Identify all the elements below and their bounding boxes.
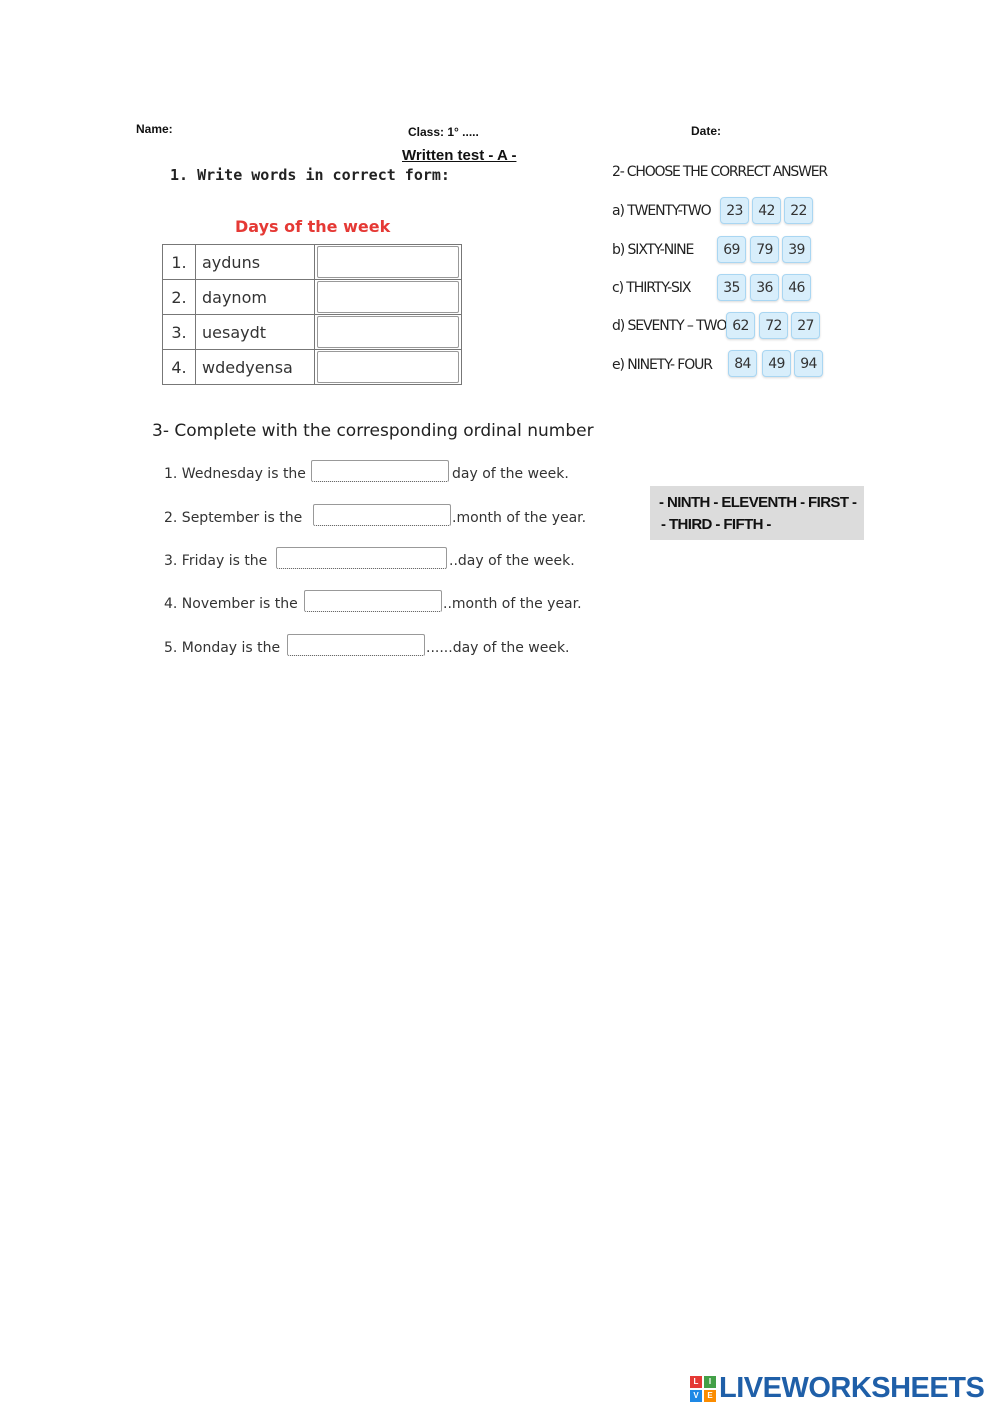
name-label: Name: [136,122,173,136]
sentence-start: 3. Friday is the [164,553,268,569]
row-number: 4. [163,350,196,385]
sentence-start: 1. Wednesday is the [164,466,306,482]
liveworksheets-logo-icon [690,1376,716,1402]
answer-option[interactable]: 46 [782,274,811,301]
answer-option[interactable]: 49 [762,350,791,377]
logo-tile: I [704,1376,716,1388]
sentence-start: 5. Monday is the [164,640,281,656]
ordinal-input[interactable] [276,547,447,569]
word-bank [650,486,864,540]
answer-option[interactable]: 35 [717,274,746,301]
table-row [163,245,462,280]
section3-heading: 3- Complete with the corresponding ordinal number [152,421,594,441]
row-number: 2. [163,280,196,315]
sentence-end: ......day of the week. [426,640,570,656]
table-row [163,350,462,385]
sentence-end: ..month of the year. [443,596,582,612]
answer-option[interactable]: 72 [759,312,788,339]
answer-input[interactable] [317,281,459,313]
row-number: 3. [163,315,196,350]
question-label: d) SEVENTY – TWO [612,318,727,334]
section1-heading: 1. Write words in correct form: [170,166,450,184]
question-label: b) SIXTY-NINE [612,242,694,258]
table-row [163,315,462,350]
answer-option[interactable]: 27 [791,312,820,339]
sentence-start: 2. September is the [164,510,303,526]
answer-option[interactable]: 23 [720,197,749,224]
table-row [163,280,462,315]
sentence-end: .month of the year. [452,510,587,526]
answer-option[interactable]: 94 [794,350,823,377]
sentence [164,640,604,662]
answer-option[interactable]: 84 [728,350,757,377]
row-number: 1. [163,245,196,280]
days-of-week-subtitle: Days of the week [235,217,391,236]
scrambled-word: daynom [196,280,315,315]
logo-tile: E [704,1390,716,1402]
answer-input[interactable] [317,246,459,278]
question-row [612,235,693,265]
scrambled-word: uesaydt [196,315,315,350]
date-label: Date: [691,124,722,138]
question-row [612,196,711,226]
answer-option[interactable]: 42 [752,197,781,224]
ordinal-input[interactable] [304,590,442,612]
class-label: Class: 1° ..... [408,125,479,139]
question-row [612,311,726,341]
word-bank-line: - THIRD - FIFTH - [661,516,771,533]
sentence [164,510,604,532]
answer-input[interactable] [317,316,459,348]
brand-name: LIVEWORKSHEETS [719,1372,985,1404]
answer-option[interactable]: 36 [750,274,779,301]
page-title: Written test - A - [402,147,517,164]
answer-option[interactable]: 39 [782,236,811,263]
question-label: a) TWENTY-TWO [612,203,711,219]
answer-option[interactable]: 69 [717,236,746,263]
ordinal-input[interactable] [311,460,449,482]
answer-option[interactable]: 79 [750,236,779,263]
sentence [164,596,604,618]
sentence [164,466,604,488]
question-row [612,273,690,303]
word-bank-line: - NINTH - ELEVENTH - FIRST - [659,494,857,511]
sentence [164,553,604,575]
logo-tile: V [690,1390,702,1402]
scrambled-word: wdedyensa [196,350,315,385]
sentence-start: 4. November is the [164,596,298,612]
word-table [162,244,462,385]
logo-tile: L [690,1376,702,1388]
scrambled-word: ayduns [196,245,315,280]
answer-option[interactable]: 62 [726,312,755,339]
ordinal-input[interactable] [313,504,451,526]
question-label: e) NINETY- FOUR [612,357,712,373]
answer-option[interactable]: 22 [784,197,813,224]
liveworksheets-brand [690,1372,984,1405]
answer-input[interactable] [317,351,459,383]
sentence-end: day of the week. [452,466,569,482]
sentence-end: ..day of the week. [449,553,575,569]
section2-heading: 2- CHOOSE THE CORRECT ANSWER [612,164,827,180]
question-row [612,350,712,380]
question-label: c) THIRTY-SIX [612,280,691,296]
ordinal-input[interactable] [287,634,425,656]
